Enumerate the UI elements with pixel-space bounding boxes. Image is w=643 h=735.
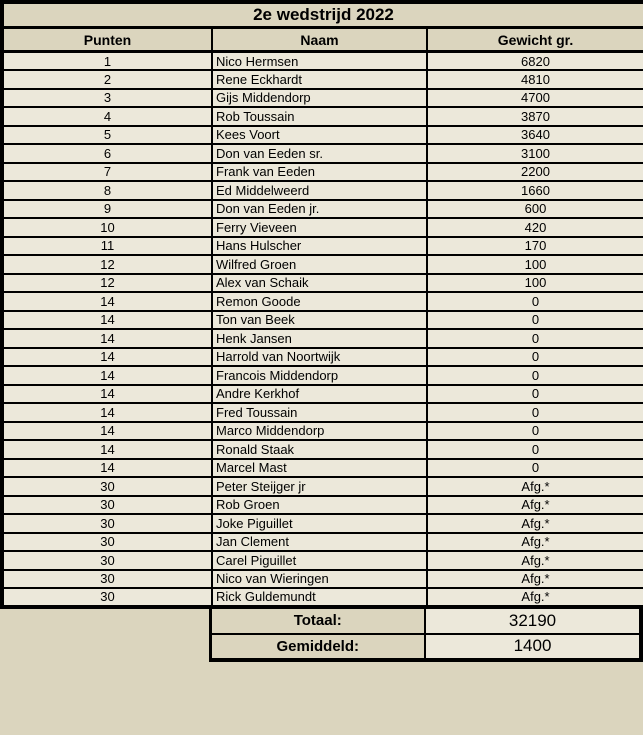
table-row <box>2 126 643 145</box>
points-cell: 12 <box>2 255 212 274</box>
name-cell: Andre Kerkhof <box>212 385 427 404</box>
name-cell: Marco Middendorp <box>212 422 427 441</box>
total-value: 32190 <box>425 609 641 635</box>
table-row <box>2 459 643 478</box>
points-cell: 6 <box>2 144 212 163</box>
points-cell: 10 <box>2 218 212 237</box>
points-cell: 14 <box>2 348 212 367</box>
name-cell: Frank van Eeden <box>212 163 427 182</box>
table-row <box>2 551 643 570</box>
table-row <box>2 89 643 108</box>
table-row <box>2 52 643 71</box>
weight-cell: 100 <box>427 274 643 293</box>
results-body <box>2 52 643 607</box>
table-row <box>2 570 643 589</box>
weight-cell: 2200 <box>427 163 643 182</box>
name-cell: Marcel Mast <box>212 459 427 478</box>
name-cell: Jan Clement <box>212 533 427 552</box>
weight-cell: 0 <box>427 422 643 441</box>
name-cell: Hans Hulscher <box>212 237 427 256</box>
page-title: 2e wedstrijd 2022 <box>2 2 643 28</box>
points-cell: 2 <box>2 70 212 89</box>
points-cell: 7 <box>2 163 212 182</box>
weight-cell: 4700 <box>427 89 643 108</box>
name-cell: Gijs Middendorp <box>212 89 427 108</box>
weight-cell: 100 <box>427 255 643 274</box>
points-cell: 9 <box>2 200 212 219</box>
weight-cell: 1660 <box>427 181 643 200</box>
points-cell: 14 <box>2 329 212 348</box>
average-row <box>210 634 641 660</box>
points-cell: 30 <box>2 496 212 515</box>
table-row <box>2 292 643 311</box>
points-cell: 14 <box>2 403 212 422</box>
name-cell: Rick Guldemundt <box>212 588 427 607</box>
points-cell: 14 <box>2 422 212 441</box>
points-cell: 11 <box>2 237 212 256</box>
weight-cell: 0 <box>427 459 643 478</box>
points-cell: 14 <box>2 385 212 404</box>
average-label: Gemiddeld: <box>210 634 425 660</box>
title-row <box>2 2 643 28</box>
points-cell: 30 <box>2 551 212 570</box>
name-cell: Alex van Schaik <box>212 274 427 293</box>
table-row <box>2 440 643 459</box>
weight-cell: Afg.* <box>427 533 643 552</box>
weight-cell: Afg.* <box>427 514 643 533</box>
weight-cell: Afg.* <box>427 496 643 515</box>
weight-cell: Afg.* <box>427 477 643 496</box>
weight-cell: Afg.* <box>427 551 643 570</box>
table-row <box>2 366 643 385</box>
name-cell: Rene Eckhardt <box>212 70 427 89</box>
points-cell: 30 <box>2 570 212 589</box>
points-cell: 14 <box>2 459 212 478</box>
name-cell: Kees Voort <box>212 126 427 145</box>
weight-cell: 0 <box>427 366 643 385</box>
weight-cell: 0 <box>427 348 643 367</box>
column-header-gewicht: Gewicht gr. <box>427 28 643 52</box>
points-cell: 30 <box>2 514 212 533</box>
weight-cell: 170 <box>427 237 643 256</box>
table-row <box>2 496 643 515</box>
weight-cell: 4810 <box>427 70 643 89</box>
column-header-naam: Naam <box>212 28 427 52</box>
table-row <box>2 218 643 237</box>
name-cell: Ferry Vieveen <box>212 218 427 237</box>
name-cell: Nico Hermsen <box>212 52 427 71</box>
column-header-punten: Punten <box>2 28 212 52</box>
header-row <box>2 28 643 52</box>
name-cell: Henk Jansen <box>212 329 427 348</box>
name-cell: Wilfred Groen <box>212 255 427 274</box>
name-cell: Don van Eeden sr. <box>212 144 427 163</box>
name-cell: Nico van Wieringen <box>212 570 427 589</box>
weight-cell: 3870 <box>427 107 643 126</box>
weight-cell: 6820 <box>427 52 643 71</box>
table-row <box>2 385 643 404</box>
table-row <box>2 144 643 163</box>
table-row <box>2 514 643 533</box>
table-row <box>2 200 643 219</box>
weight-cell: 0 <box>427 385 643 404</box>
table-row <box>2 70 643 89</box>
weight-cell: 600 <box>427 200 643 219</box>
weight-cell: 0 <box>427 311 643 330</box>
name-cell: Don van Eeden jr. <box>212 200 427 219</box>
name-cell: Remon Goode <box>212 292 427 311</box>
table-row <box>2 255 643 274</box>
points-cell: 30 <box>2 533 212 552</box>
weight-cell: 0 <box>427 292 643 311</box>
name-cell: Ton van Beek <box>212 311 427 330</box>
table-row <box>2 422 643 441</box>
name-cell: Harrold van Noortwijk <box>212 348 427 367</box>
table-row <box>2 311 643 330</box>
points-cell: 14 <box>2 311 212 330</box>
points-cell: 30 <box>2 588 212 607</box>
table-row <box>2 237 643 256</box>
average-value: 1400 <box>425 634 641 660</box>
name-cell: Ronald Staak <box>212 440 427 459</box>
name-cell: Joke Piguillet <box>212 514 427 533</box>
summary-section <box>0 609 643 662</box>
name-cell: Rob Toussain <box>212 107 427 126</box>
points-cell: 4 <box>2 107 212 126</box>
table-row <box>2 181 643 200</box>
points-cell: 12 <box>2 274 212 293</box>
points-cell: 14 <box>2 440 212 459</box>
points-cell: 14 <box>2 366 212 385</box>
summary-table <box>209 609 643 662</box>
name-cell: Rob Groen <box>212 496 427 515</box>
points-cell: 8 <box>2 181 212 200</box>
total-row <box>210 609 641 635</box>
weight-cell: 3640 <box>427 126 643 145</box>
summary-spacer <box>0 609 209 662</box>
table-row <box>2 533 643 552</box>
weight-cell: 0 <box>427 403 643 422</box>
name-cell: Peter Steijger jr <box>212 477 427 496</box>
points-cell: 3 <box>2 89 212 108</box>
table-row <box>2 163 643 182</box>
weight-cell: Afg.* <box>427 588 643 607</box>
weight-cell: 0 <box>427 440 643 459</box>
weight-cell: Afg.* <box>427 570 643 589</box>
weight-cell: 420 <box>427 218 643 237</box>
table-row <box>2 348 643 367</box>
points-cell: 30 <box>2 477 212 496</box>
table-row <box>2 329 643 348</box>
weight-cell: 0 <box>427 329 643 348</box>
table-row <box>2 588 643 607</box>
total-label: Totaal: <box>210 609 425 635</box>
points-cell: 14 <box>2 292 212 311</box>
name-cell: Ed Middelweerd <box>212 181 427 200</box>
weight-cell: 3100 <box>427 144 643 163</box>
name-cell: Francois Middendorp <box>212 366 427 385</box>
table-row <box>2 403 643 422</box>
points-cell: 1 <box>2 52 212 71</box>
name-cell: Carel Piguillet <box>212 551 427 570</box>
table-row <box>2 107 643 126</box>
table-row <box>2 274 643 293</box>
points-cell: 5 <box>2 126 212 145</box>
name-cell: Fred Toussain <box>212 403 427 422</box>
table-row <box>2 477 643 496</box>
